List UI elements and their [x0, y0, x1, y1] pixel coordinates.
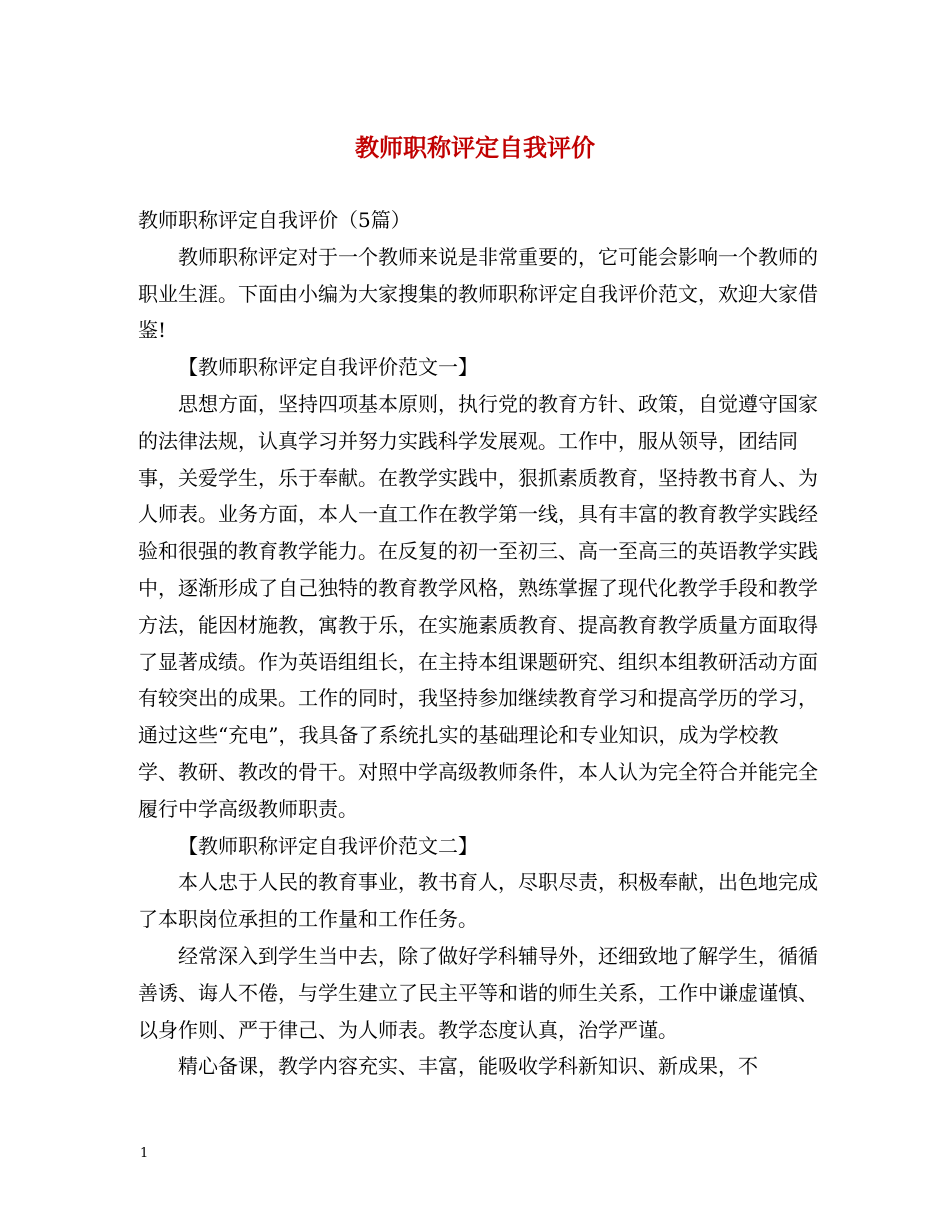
subtitle-paragraph: 教师职称评定自我评价（5篇）	[138, 208, 411, 232]
document-body	[138, 202, 818, 1085]
section-heading-1: 【教师职称评定自我评价范文一】	[178, 355, 478, 380]
page-number: 1	[140, 1146, 149, 1161]
body-paragraph: 思想方面，坚持四项基本原则，执行党的教育方针、政策，自觉遵守国家的法律法规，认真学习并努力实践科学发展观。工作中，服从领导，团结同事，关爱学生，乐于奉献。在教学实践中，狠抓素质教育，坚持教书育人、为人师表。业务方面，本人一直工作在教学第一线，具有丰富的教育教学实践经验和很强的教育教学能力。在反复的初一至初三、高一至高三的英语教学实践中，逐渐形成了自己独特的教育教学风格，熟练掌握了现代化教学手段和教学方法，能因材施教，寓教于乐，在实施素质教育、提高教育教学质量方面取得了显著成绩。作为英语组组长，在主持本组课题研究、组织本组教研活动方面有较突出的成果。工作的同时，我坚持参加继续教育学习和提高学历的学习，通过这些“充电”，我具备了系统扎实的基础理论和专业知识，成为学校教学、教研、教改的骨干。对照中学高级教师条件，本人认为完全符合并能完全履行中学高级教师职责。	[138, 391, 818, 821]
page-title: 教师职称评定自我评价	[355, 133, 595, 162]
body-paragraph: 经常深入到学生当中去，除了做好学科辅导外，还细致地了解学生，循循善诱、诲人不倦，与学生建立了民主平等和谐的师生关系，工作中谦虚谨慎、以身作则、严于律己、为人师表。教学态度认真，治学严谨。	[138, 943, 818, 1042]
section-heading-2: 【教师职称评定自我评价范文二】	[178, 833, 478, 858]
intro-paragraph: 教师职称评定对于一个教师来说是非常重要的，它可能会影响一个教师的职业生涯。下面由小编为大家搜集的教师职称评定自我评价范文，欢迎大家借鉴!	[138, 244, 818, 343]
body-paragraph: 本人忠于人民的教育事业，教书育人，尽职尽责，积极奉献，出色地完成了本职岗位承担的工作量和工作任务。	[138, 870, 818, 932]
body-paragraph: 精心备课，教学内容充实、丰富，能吸收学科新知识、新成果，不	[178, 1054, 758, 1079]
